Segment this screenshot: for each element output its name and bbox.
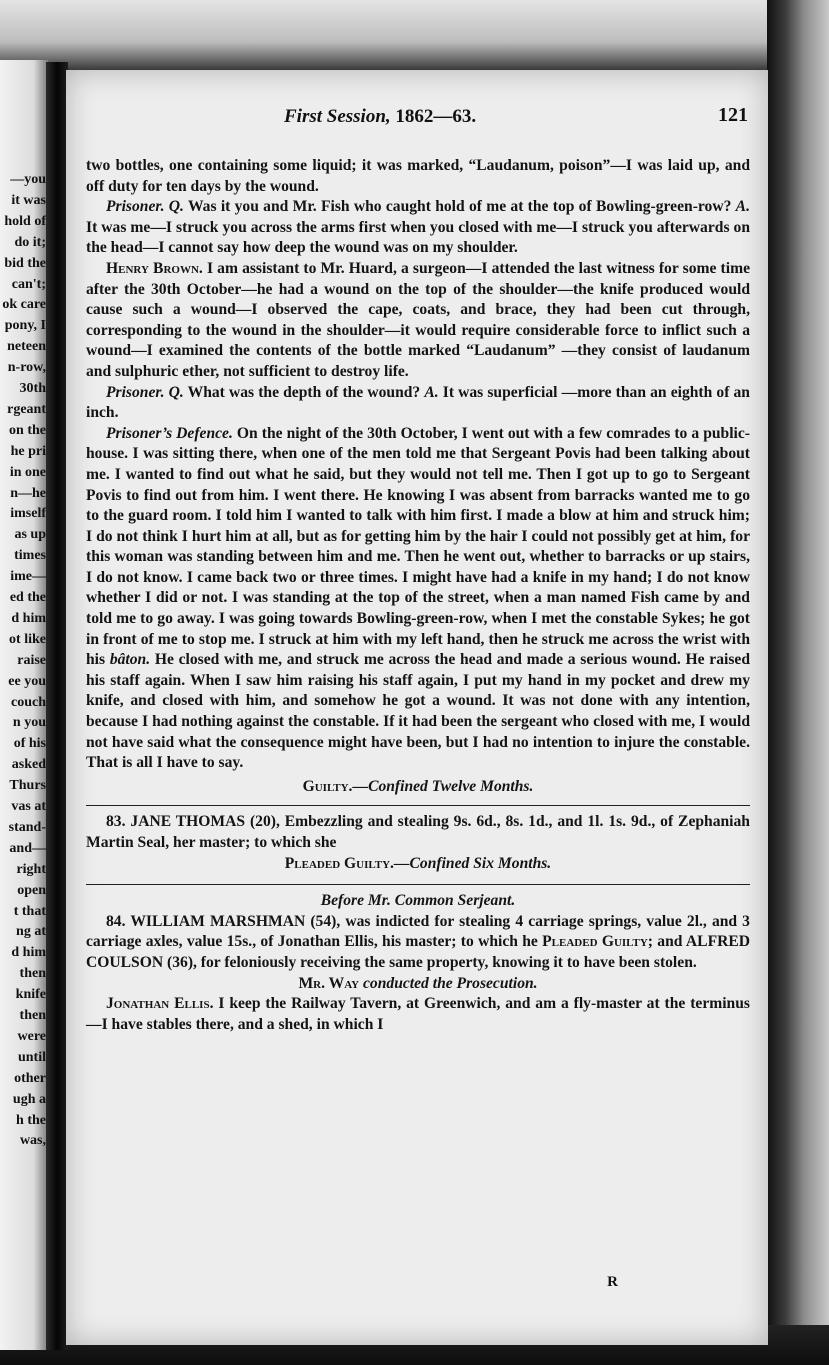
facing-page-fragment: Thurs <box>9 778 46 794</box>
facing-page-fragment: ot like <box>9 631 46 647</box>
speaker-label: Prisoner’s Defence. <box>106 424 233 442</box>
facing-page-fragment: then <box>19 966 46 982</box>
plea-label: Pleaded Guilty; <box>542 933 653 951</box>
facing-page-fragment: d him <box>11 945 46 961</box>
paragraph-text: He closed with me, and struck me across the head and made a serious wound. He raised his staff again. When I saw him raising his staff again, I put my hand in my pocket and drew my knife, and closed with him, and somehow he got a wound. It was not done with any intention, because I had nothing against the constable. If it had been the sergeant who closed with me, I would not have said what the consequence might have been, but I had no intention to injure the constable. That is all I have to say. <box>86 651 750 772</box>
scan-background-right <box>767 0 829 1365</box>
paragraph <box>86 197 750 259</box>
paragraph-text: On the night of the 30th October, I went out with a few comrades to a public-house. I was sitting there, when one of the men told me that Sergeant Povis had been talking about me. I wanted to find out what he said, but they would not tell me. Then I got up to go to Sergeant Povis to find out from him. I went there. He knowing I was absent from barracks wanted me to go to the guard room. I told him I wanted to talk with him first. I made a blow at him and struck him; I do not think I hurt him at all, but as for getting him by the hair I could not possibly get at him, for this woman was standing between him and me. Then he went out, whether to barracks or up stairs, I do not know. I came back two or three times. I might have had a knife in my hand; I do not know whether I did or not. I was standing at the top of the street, when a man named Fish came by and told me to go away. I was going towards Bowling-green-row, when I met the constable Sykes; he got in front of me to stop me. I struck at him with my left hand, then he struck me across the wrist with his <box>86 424 750 669</box>
facing-page-fragment: ng at <box>16 924 46 940</box>
verdict-label: Guilty. <box>302 777 353 795</box>
facing-page-fragment: pony, I <box>4 318 46 334</box>
facing-page-fragment: asked <box>11 757 46 773</box>
scan-background-top <box>0 0 829 70</box>
case-text: (36), for feloniously receiving the same property, knowing it to have been stolen. <box>167 953 697 971</box>
facing-page-fragment: vas at <box>11 799 46 814</box>
page-number: 121 <box>718 104 748 126</box>
witness-name: Henry Brown. <box>106 259 203 277</box>
verdict-line <box>86 777 750 798</box>
paragraph-text: What was the depth of the wound? <box>187 383 421 401</box>
paragraph <box>86 156 750 197</box>
facing-page-fragment: imself <box>10 506 46 522</box>
facing-page-fragment: as up <box>14 527 46 543</box>
verdict-line <box>86 854 750 875</box>
facing-page-edge <box>0 60 48 1350</box>
facing-page-fragment: rgeant <box>7 401 46 417</box>
question-marker: Q. <box>168 198 184 216</box>
facing-page-fragment: ed the <box>9 590 46 605</box>
facing-page-fragment: times <box>14 548 46 564</box>
facing-page-fragment: n—he <box>10 485 46 501</box>
section-divider <box>86 884 750 885</box>
facing-page-fragment: on the <box>9 422 46 438</box>
case-number: 84. <box>106 912 126 930</box>
facing-page-fragment: right <box>16 861 46 877</box>
answer-marker: A. <box>735 198 750 216</box>
answer-marker: A. <box>424 383 439 401</box>
facing-page-fragment: other <box>14 1070 46 1086</box>
paragraph-text: Was it you and Mr. Fish who caught hold of me at the top of Bowling-green-row? <box>187 198 732 216</box>
book-page <box>66 70 768 1345</box>
running-header <box>66 106 768 134</box>
facing-page-fragment: couch <box>11 694 46 710</box>
prosecution-line <box>86 974 750 995</box>
facing-page-fragment: raise <box>17 652 46 668</box>
paragraph-text: It was me—I struck you across the arms first when you closed with me—I struck you afterwards on the head—I cannot say how deep the wound was on my shoulder. <box>86 218 750 257</box>
prosecution-text: conducted the Prosecution. <box>363 974 538 992</box>
session-years: 1862—63. <box>395 106 477 127</box>
paragraph <box>86 383 750 424</box>
facing-page-fragment: he pri <box>10 443 46 459</box>
running-title <box>284 106 476 128</box>
facing-page-fragment: until <box>17 1049 46 1065</box>
facing-page-fragment: ugh a <box>12 1091 46 1107</box>
paragraph-text: I keep the Railway Tavern, at Greenwich, and am a fly-master at the terminus—I have stables there, and a shed, in which I <box>86 995 750 1033</box>
facing-page-fragment: —you <box>10 172 46 187</box>
counsel-name: Mr. Way <box>298 974 360 992</box>
case-entry <box>86 912 750 974</box>
signature-mark: R <box>607 1274 618 1290</box>
italic-word: bâton. <box>109 651 151 669</box>
paragraph <box>86 994 750 1035</box>
facing-page-fragment: n-row, <box>7 360 46 376</box>
facing-page-fragment: open <box>17 882 46 898</box>
facing-page-fragment: then <box>19 1008 46 1023</box>
facing-page-fragment: were <box>17 1028 46 1044</box>
page-body <box>86 156 750 1035</box>
facing-page-fragment: knife <box>15 987 46 1003</box>
sentence-text: —Confined Twelve Months. <box>352 777 534 795</box>
facing-page-fragment: ok care <box>2 297 46 313</box>
facing-page-fragment: t that <box>13 903 46 919</box>
facing-page-fragment: can't; <box>11 276 46 292</box>
facing-page-fragment: neteen <box>7 339 46 355</box>
case-number: 83. <box>106 813 126 831</box>
paragraph-text: two bottles, one containing some liquid; it was marked, “Laudanum, poison”—I was laid up, and off duty for ten days by the wound. <box>86 157 750 195</box>
paragraph <box>86 424 750 774</box>
paragraph-text: It was superficial —more than an eighth of an inch. <box>86 383 750 422</box>
facing-page-fragment: hold of <box>4 213 46 229</box>
verdict-label: Pleaded Guilty. <box>284 854 394 872</box>
facing-page-fragment: 30th <box>19 381 46 396</box>
witness-name: Jonathan Ellis. <box>106 995 214 1013</box>
facing-page-fragment: it was <box>11 192 46 208</box>
speaker-label: Prisoner. <box>106 383 165 401</box>
facing-page-fragment: ee you <box>8 673 46 689</box>
facing-page-fragment: n you <box>12 715 46 731</box>
facing-page-fragment: and— <box>9 840 46 856</box>
facing-page-fragment: stand- <box>8 819 46 835</box>
paragraph <box>86 259 750 383</box>
case-text: (20), Embezzling and stealing 9s. 6d., 8s. 1d., and 1l. 1s. 9d., of Zephaniah Martin Seal, her master; to which she <box>86 813 750 851</box>
paragraph-text: I am assistant to Mr. Huard, a surgeon—I attended the last witness for some time after the 30th October—he had a wound on the top of the shoulder—the knife produced would cause such a wound—I observed the cape, coats, and brace, they had been cut through, corresponding to the wound in the shoulder—it would require considerable force to inflict such a wound—I examined the contents of the bottle marked “Laudanum” —they consist of laudanum and sulphuric ether, not sufficient to destroy life. <box>86 259 750 380</box>
defendant-name: ALFRED COULSON <box>86 933 751 971</box>
facing-page-fragment: d him <box>11 610 46 626</box>
facing-page-fragment: bid the <box>4 255 46 271</box>
case-text: and <box>657 933 683 951</box>
session-title: First Session, <box>284 106 391 127</box>
facing-page-fragment: ime— <box>10 569 46 585</box>
case-entry <box>86 812 750 853</box>
facing-page-fragment: h the <box>16 1112 46 1128</box>
case-text: (54), was indicted for stealing 4 carriage springs, value 2l., and 3 carriage axles, value 15s., of Jonathan Ellis, his master; to which he <box>86 912 750 951</box>
section-divider <box>86 805 750 806</box>
sentence-text: —Confined Six Months. <box>393 854 552 872</box>
defendant-name: JANE THOMAS <box>130 813 246 831</box>
speaker-label: Prisoner. <box>106 198 165 216</box>
facing-page-fragment: was, <box>19 1133 46 1149</box>
court-heading: Before Mr. Common Serjeant. <box>320 892 516 910</box>
book-gutter <box>46 62 68 1350</box>
defendant-name: WILLIAM MARSHMAN <box>130 912 306 930</box>
facing-page-fragment: of his <box>13 736 46 752</box>
facing-page-fragment: in one <box>9 464 46 480</box>
facing-page-fragment: do it; <box>14 234 46 250</box>
question-marker: Q. <box>168 383 184 401</box>
